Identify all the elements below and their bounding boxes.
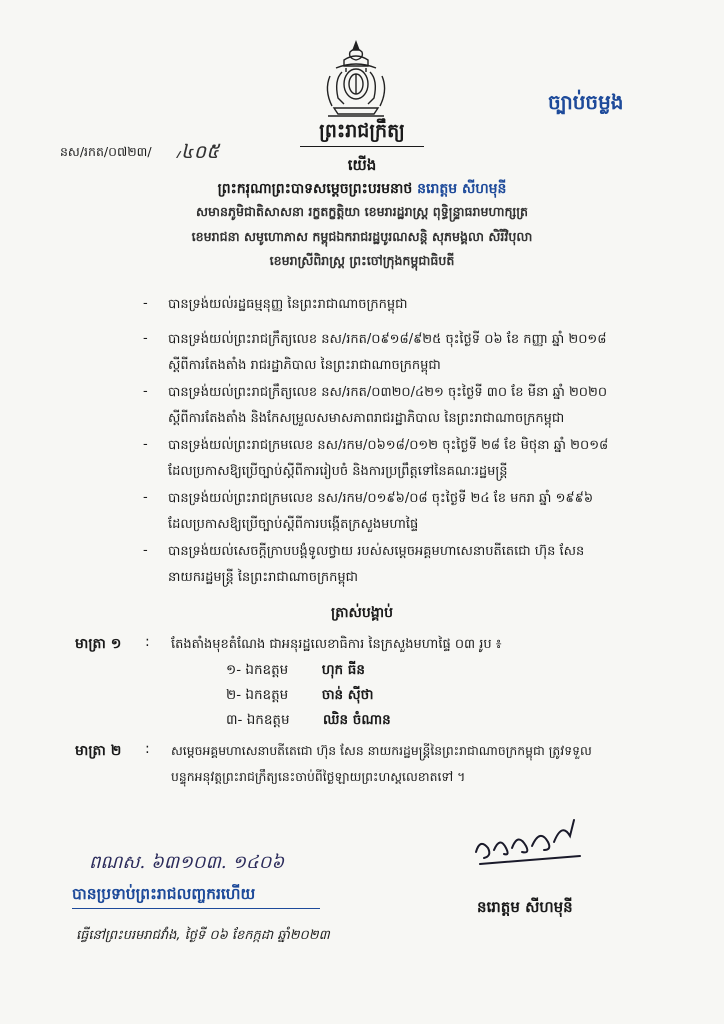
decree-heading: ត្រាស់បង្គាប់ — [331, 605, 393, 621]
list-item: បានទ្រង់យល់ព្រះរាជក្រមលេខ នស/រកម/០៦១៨/០១២ ចុះថ្ងៃទី ២៨ ខែ មិថុនា ឆ្នាំ ២០១៨ — [168, 438, 609, 453]
king-line — [0, 179, 724, 200]
list-bullet: - — [143, 490, 148, 505]
appointee-number: ៣- — [226, 712, 243, 728]
appointee-title: ឯកឧត្តម — [245, 662, 289, 678]
document-title: ព្រះរាជក្រឹត្យ — [319, 120, 405, 142]
royal-signature-icon — [470, 812, 590, 872]
done-at-date: ធ្វើនៅព្រះបរមរាជវាំង, ថ្ងៃទី ០៦ ខែកក្កដា ឆ្នាំ២០២៣ — [76, 928, 330, 943]
appointee-name: ហុក ធីន — [321, 662, 365, 678]
appointee-row — [226, 661, 365, 681]
royal-title-line: ខេមរាស្រីពិរាស្ត្រ ព្រះចៅក្រុងកម្ពុជាធិបតី — [269, 253, 455, 268]
list-item-continued: ស្តីពីការតែងតាំង រាជរដ្ឋាភិបាល នៃព្រះរាជាណាចក្រកម្ពុជា — [168, 358, 441, 373]
list-bullet: - — [143, 437, 148, 452]
signatory-name: នរោត្តម សីហមុនី — [477, 898, 573, 916]
list-item: បានទ្រង់យល់រដ្ឋធម្មនុញ្ញ នៃព្រះរាជាណាចក្រកម្ពុជា — [168, 297, 408, 312]
appointee-name: ឈិន ចំណាន — [323, 712, 391, 728]
royal-handwritten-note: ពណស. ៦៣១០៣. ១៤០៦ — [89, 852, 285, 873]
appointee-number: ១- — [226, 662, 242, 678]
list-bullet: - — [143, 296, 148, 311]
appointee-title: ឯកឧត្តម — [246, 712, 290, 728]
royal-title-line: សមានភូមិជាតិសាសនា រក្ខតក្ខត្តិយា ខេមរារដ្ឋរាស្ត្រ ពុទ្ធិន្ទ្រាធរាមហាក្សត្រ — [196, 204, 528, 219]
article-2-colon: : — [145, 741, 150, 757]
list-item-continued: ដែលប្រកាសឱ្យប្រើច្បាប់ស្តីពីការបង្កើតក្រសួងមហាផ្ទៃ — [168, 517, 419, 532]
certified-copy-label: ច្បាប់ចម្លង — [548, 90, 624, 114]
list-item: បានទ្រង់យល់ព្រះរាជក្រឹត្យលេខ នស/រកត/០៣២០/៤២១ ចុះថ្ងៃទី ៣០ ខែ មីនា ឆ្នាំ ២០២០ — [168, 385, 608, 400]
appointee-title: ឯកឧត្តម — [245, 687, 289, 703]
appointee-number: ២- — [226, 687, 242, 703]
title-underline — [300, 146, 424, 147]
article-2-text: សម្តេចអគ្គមហាសេនាបតីតេជោ ហ៊ុន សែន នាយករដ្ឋមន្ត្រីនៃព្រះរាជាណាចក្រកម្ពុជា ត្រូវទទួល — [171, 743, 592, 758]
list-bullet: - — [143, 543, 148, 558]
article-1-label: មាត្រា ១ — [75, 636, 122, 652]
list-bullet: - — [143, 384, 148, 399]
list-item-continued: ស្តីពីការតែងតាំង និងកែសម្រួលសមាសភាពរាជរដ្ឋាភិបាល នៃព្រះរាជាណាចក្រកម្ពុជា — [168, 411, 565, 426]
list-item: បានទ្រង់យល់សេចក្តីក្រាបបង្គំទូលថ្វាយ របស់សម្តេចអគ្គមហាសេនាបតីតេជោ ហ៊ុន សែន — [168, 544, 585, 559]
king-name: នរោត្តម សីហមុនី — [417, 181, 507, 197]
king-prefix: ព្រះករុណាព្រះបាទសម្តេចព្រះបរមនាថ — [217, 181, 418, 197]
list-item: បានទ្រង់យល់ព្រះរាជក្រឹត្យលេខ នស/រកត/០៩១៨/៩២៥ ចុះថ្ងៃទី ០៦ ខែ កញ្ញា ឆ្នាំ ២០១៨ — [168, 332, 607, 347]
appointee-row — [226, 686, 374, 706]
article-1-colon: : — [145, 634, 150, 650]
article-2-label: មាត្រា ២ — [75, 743, 122, 759]
list-bullet: - — [143, 331, 148, 346]
list-item: បានទ្រង់យល់ព្រះរាជក្រមលេខ នស/រកម/០១៩៦/០៨ ចុះថ្ងៃទី ២៤ ខែ មករា ឆ្នាំ ១៩៩៦ — [168, 491, 594, 506]
stamp-underline — [72, 908, 320, 909]
appointee-row — [226, 711, 391, 731]
appointee-name: ចាន់ ស៊ីថា — [321, 687, 374, 703]
royal-coat-of-arms-icon — [316, 38, 396, 120]
we-heading: យើង — [347, 156, 377, 174]
article-2-text-continued: បន្ទុកអនុវត្តព្រះរាជក្រឹត្យនេះចាប់ពីថ្ងៃឡាយព្រះហស្តលេខាតទៅ ។ — [171, 769, 466, 784]
royal-seal-approved-stamp: បានប្រទាប់ព្រះរាជលញ្ចករហើយ — [72, 885, 256, 903]
article-1-text: តែងតាំងមុខតំណែង ជាអនុរដ្ឋលេខាធិការ នៃក្រសួងមហាផ្ទៃ ០៣ រូប ៖ — [171, 637, 502, 652]
list-item-continued: នាយករដ្ឋមន្ត្រី នៃព្រះរាជាណាចក្រកម្ពុជា — [168, 570, 358, 585]
reference-number-handwritten: ៸៤០៥ — [175, 139, 219, 163]
reference-number: នស/រកត/០៧២៣/ — [60, 144, 152, 159]
royal-title-line: ខេមរាជនា សមូហោភាស កម្ពុជឯករាជរដ្ឋបូរណសន្តិ សុភមង្គលា សិរីវិបុលា — [191, 229, 533, 244]
list-item-continued: ដែលប្រកាសឱ្យប្រើច្បាប់ស្តីពីការរៀបចំ និងការប្រព្រឹត្តទៅនៃគណៈរដ្ឋមន្ត្រី — [168, 464, 508, 479]
